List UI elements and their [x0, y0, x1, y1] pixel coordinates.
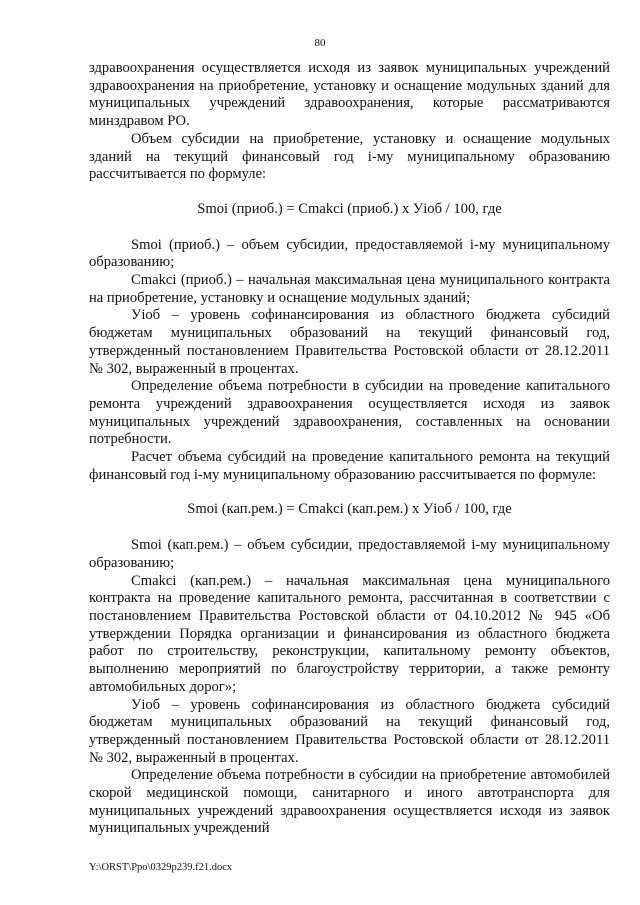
paragraph-repair-calculation: Расчет объема субсидий на проведение капитального ремонта на текущий финансовый год i-му муниципальному образованию рассчитывается по формуле: — [89, 449, 610, 483]
definition-smoi-acquisition: Smoi (приоб.) – объем субсидии, предоставляемой i-му муниципальному образованию; — [89, 236, 610, 271]
footer-file-path: Y:\ORST\Ppo\0329p239.f21.docx — [89, 862, 233, 873]
paragraph-repair-need: Определение объема потребности в субсидии на проведение капитального ремонта учреждений здравоохранения осуществляется исходя из заявок муниципальных учреждений здравоохранения, составленных на основании потребности. — [89, 378, 610, 448]
paragraph-continuation: здравоохранения осуществляется исходя из заявок муниципальных учреждений здравоохранения на приобретение, установку и оснащение модульных зданий для муниципальных учреждений здравоохранения, которые рассматриваются минздравом РО. — [89, 60, 610, 130]
paragraph-vehicles-need: Определение объема потребности в субсидии на приобретение автомобилей скорой медицинской помощи, санитарного и иного автотранспорта для муниципальных учреждений здравоохранения осуществляется исходя из заявок муниципальных учреждений — [89, 767, 610, 837]
definition-cmakci-acquisition: Cmakci (приоб.) – начальная максимальная цена муниципального контракта на приобретение, установку и оснащение модульных зданий; — [89, 272, 610, 306]
paragraph-modular-volume: Объем субсидии на приобретение, установку и оснащение модульных зданий на текущий финансовый год i-му муниципальному образованию рассчитывается по формуле: — [89, 130, 610, 183]
formula-acquisition: Smoi (приоб.) = Cmakci (приоб.) x Уioб / 100, где — [197, 200, 502, 217]
page-number: 80 — [314, 37, 326, 49]
definition-cmakci-repair: Cmakci (кап.рем.) – начальная максимальная цена муниципального контракта на проведение капитального ремонта, рассчитанная в соответствии с постановлением Правительства Ростовской области от 04.10.2012 № 945 «Об утверждении Порядка организации и финансирования из областного бюджета работ по строительству, реконструкции, капитальному ремонту объектов, выполнению мероприятий по благоустройству территории, а также ремонту автомобильных дорог»; — [89, 572, 610, 695]
formula-repair: Smoi (кап.рем.) = Cmakci (кап.рем.) x Уioб / 100, где — [187, 501, 512, 518]
definition-uiob-acquisition: Уioб – уровень софинансирования из областного бюджета субсидий бюджетам муниципальных образований на текущий финансовый год, утвержденный постановлением Правительства Ростовской области от 28.12.2011 № 302, выраженный в процентах. — [89, 307, 610, 377]
document-body — [89, 60, 610, 838]
definition-uiob-repair: Уioб – уровень софинансирования из областного бюджета субсидий бюджетам муниципальных образований на текущий финансовый год, утвержденный постановлением Правительства Ростовской области от 28.12.2011 № 302, выраженный в процентах. — [89, 696, 610, 766]
definition-smoi-repair: Smoi (кап.рем.) – объем субсидии, предоставляемой i-му муниципальному образованию; — [89, 537, 610, 571]
